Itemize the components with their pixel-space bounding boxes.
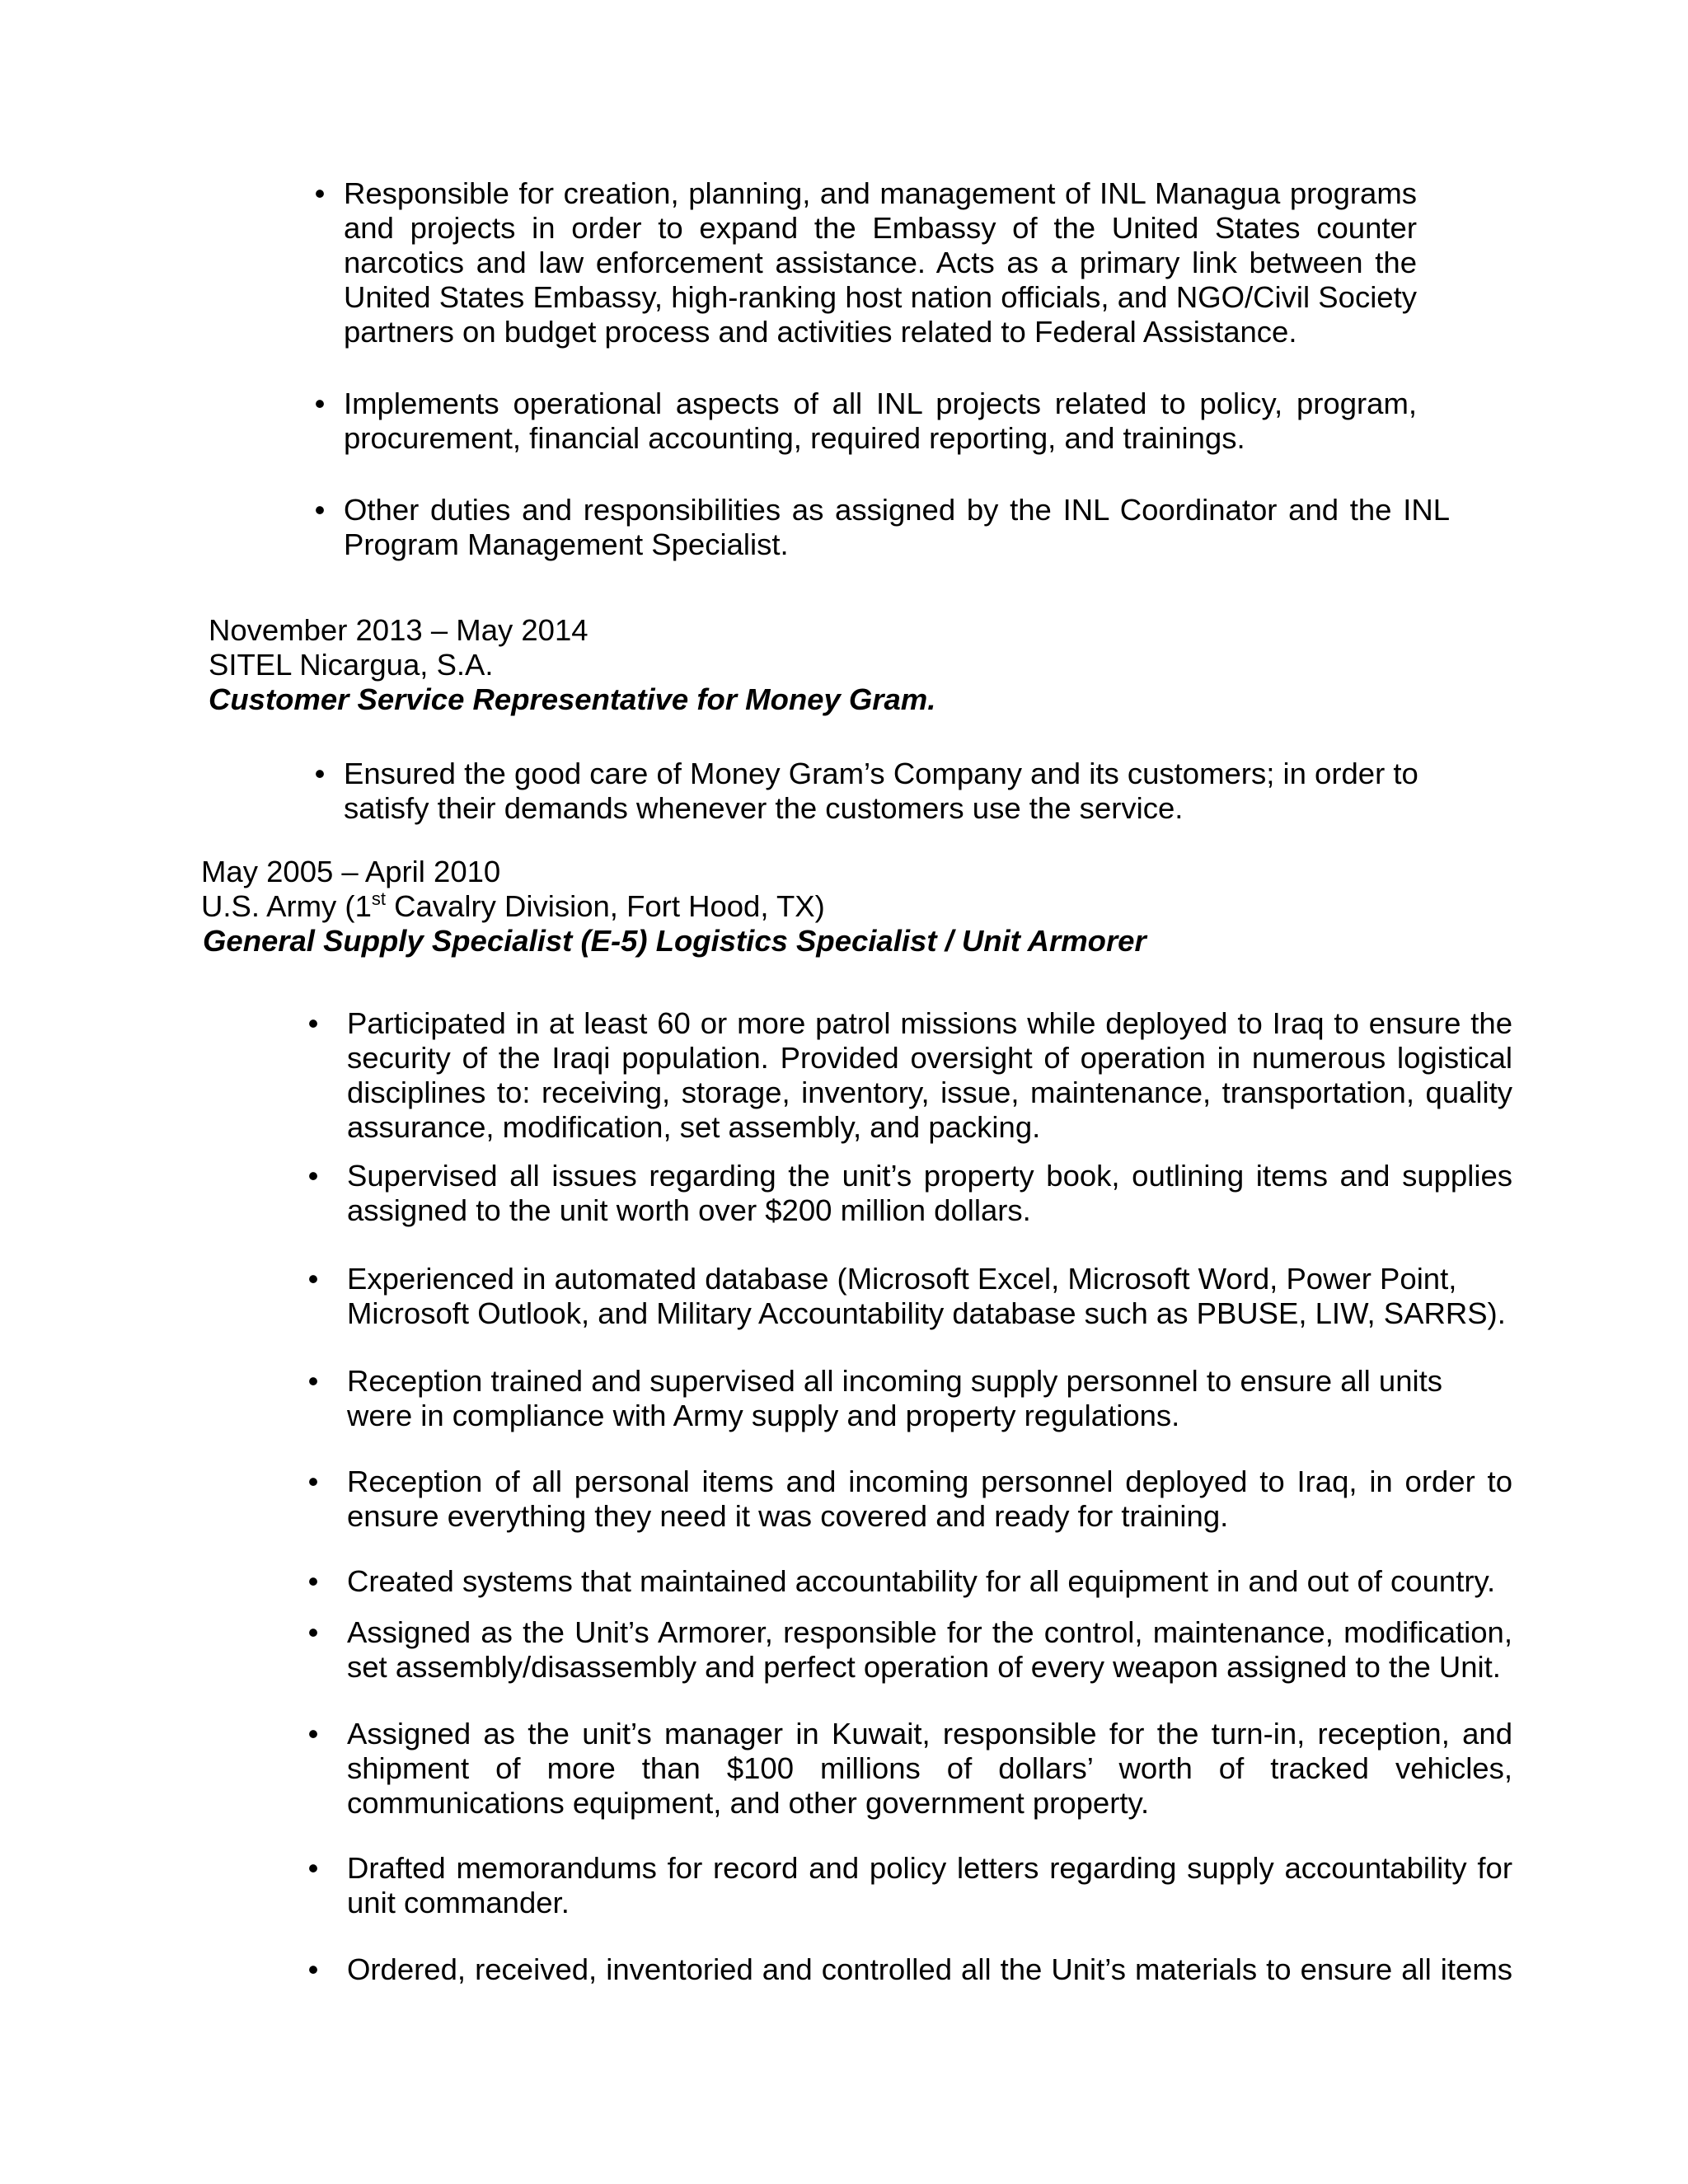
bullet-icon: •	[314, 387, 326, 420]
job-title: Customer Service Representative for Money Gram.	[209, 682, 936, 716]
job-employer: SITEL Nicargua, S.A.	[209, 648, 494, 682]
list-item	[307, 1262, 1517, 1331]
list-item	[307, 1615, 1512, 1685]
bullet-icon: •	[307, 1465, 319, 1498]
employer-suffix: Cavalry Division, Fort Hood, TX)	[386, 889, 825, 923]
bullet-text: Created systems that maintained accountability for all equipment in and out of country.	[347, 1564, 1496, 1598]
bullet-text: Drafted memorandums for record and policy letters regarding supply accountability for unit commander.	[347, 1851, 1512, 1919]
employer-prefix: U.S. Army (1	[201, 889, 372, 923]
bullet-icon: •	[307, 1159, 319, 1193]
list-item	[307, 1465, 1512, 1534]
list-item	[314, 387, 1417, 456]
bullet-icon: •	[307, 1851, 319, 1885]
bullet-text: Responsible for creation, planning, and management of INL Managua programs and projects in order to expand the Embassy of the United States counter narcotics and law enforcement assistance. Acts as a primary link between the United States Embassy, high-ranking host nation officials, and NGO/Civil Society partners on budget process and activities related to Federal Assistance.	[344, 176, 1417, 349]
job-dates: May 2005 – April 2010	[201, 855, 501, 888]
job-dates: November 2013 – May 2014	[209, 613, 588, 647]
list-item	[307, 1851, 1512, 1920]
bullet-icon: •	[307, 1006, 319, 1040]
job-title: General Supply Specialist (E-5) Logistics Specialist / Unit Armorer	[203, 924, 1146, 958]
bullet-text: Reception of all personal items and incoming personnel deployed to Iraq, in order to ensure everything they need it was covered and ready for training.	[347, 1465, 1512, 1533]
bullet-text: Experienced in automated database (Microsoft Excel, Microsoft Word, Power Point, Microsoft Outlook, and Military Accountability database such as PBUSE, LIW, SARRS).	[347, 1262, 1506, 1330]
employer-sup: st	[371, 888, 386, 909]
bullet-text: Supervised all issues regarding the unit’s property book, outlining items and supplies assigned to the unit worth over $200 million dollars.	[347, 1159, 1512, 1227]
bullet-text: Assigned as the unit’s manager in Kuwait, responsible for the turn-in, reception, and shipment of more than $100 millions of dollars’ worth of tracked vehicles, communications equipment, and other government property.	[347, 1717, 1512, 1820]
job-employer	[201, 889, 825, 924]
bullet-icon: •	[307, 1564, 319, 1598]
bullet-icon: •	[314, 176, 326, 210]
bullet-text: Other duties and responsibilities as assigned by the INL Coordinator and the INL Program Management Specialist.	[344, 493, 1450, 561]
bullet-icon: •	[314, 493, 326, 527]
bullet-icon: •	[307, 1262, 319, 1296]
bullet-text: Ordered, received, inventoried and controlled all the Unit’s materials to ensure all items	[347, 1952, 1512, 1986]
list-item	[307, 1364, 1512, 1433]
bullet-icon: •	[307, 1952, 319, 1986]
bullet-icon: •	[307, 1717, 319, 1750]
list-item	[307, 1717, 1512, 1821]
list-item	[314, 493, 1450, 562]
bullet-icon: •	[314, 757, 326, 790]
bullet-icon: •	[307, 1364, 319, 1398]
bullet-text: Participated in at least 60 or more patrol missions while deployed to Iraq to ensure the security of the Iraqi population. Provided oversight of operation in numerous logistical disciplines to: receiving, storage, inventory, issue, maintenance, transportation, quality assurance, modification, set assembly, and packing.	[347, 1006, 1512, 1144]
list-item	[314, 757, 1423, 826]
list-item	[307, 1159, 1512, 1228]
list-item	[307, 1952, 1512, 1987]
bullet-text: Implements operational aspects of all INL projects related to policy, program, procurement, financial accounting, required reporting, and trainings.	[344, 387, 1417, 455]
list-item	[314, 176, 1417, 349]
list-item	[307, 1006, 1512, 1145]
bullet-text: Reception trained and supervised all incoming supply personnel to ensure all units were in compliance with Army supply and property regulations.	[347, 1364, 1442, 1432]
bullet-text: Ensured the good care of Money Gram’s Company and its customers; in order to satisfy their demands whenever the customers use the service.	[344, 757, 1418, 825]
bullet-text: Assigned as the Unit’s Armorer, responsible for the control, maintenance, modification, set assembly/disassembly and perfect operation of every weapon assigned to the Unit.	[347, 1615, 1512, 1684]
list-item	[307, 1564, 1512, 1599]
bullet-icon: •	[307, 1615, 319, 1649]
